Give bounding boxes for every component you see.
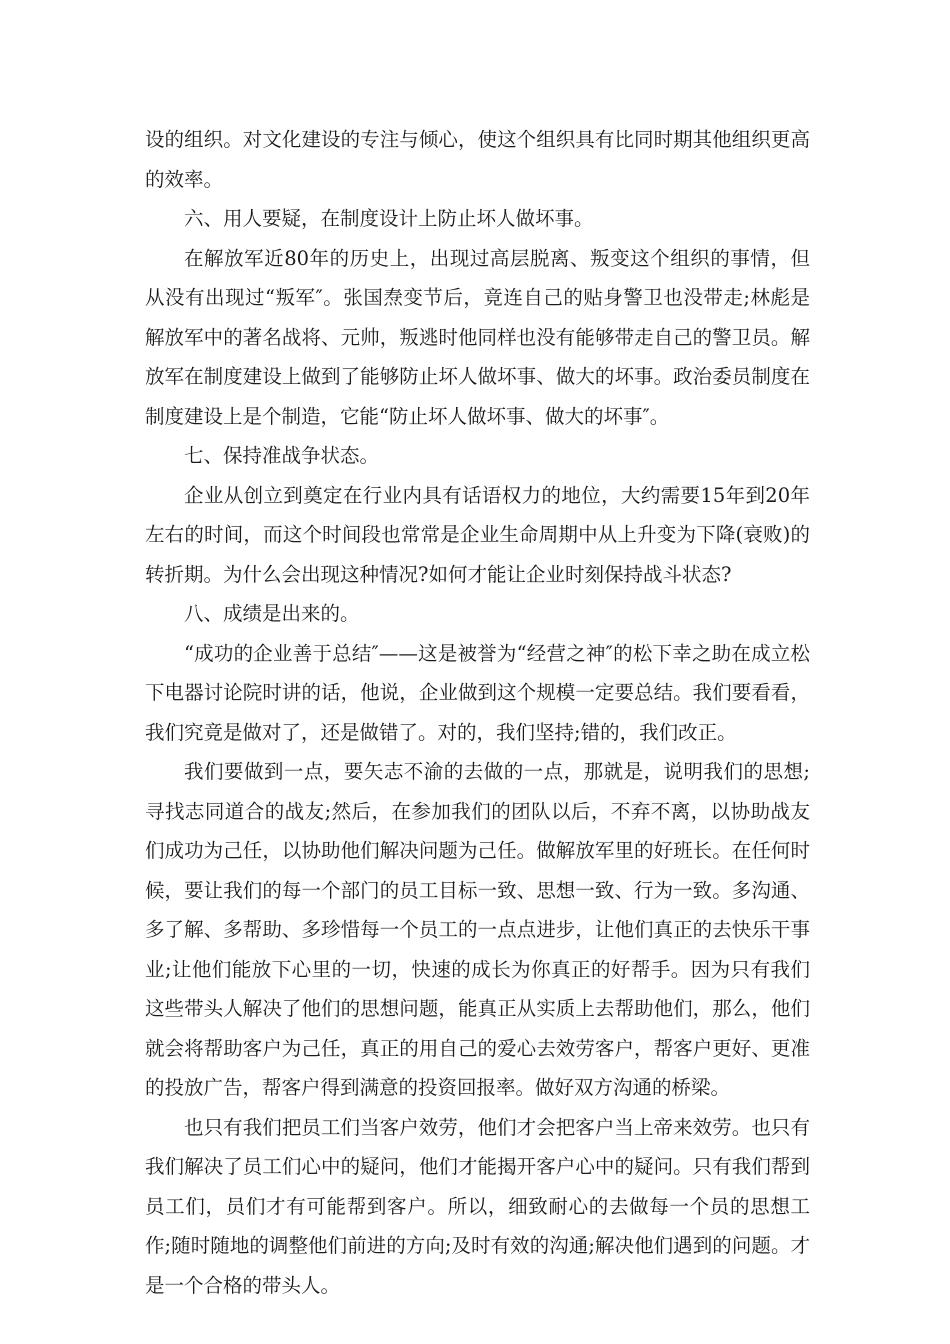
paragraph: 在解放军近80年的历史上，出现过高层脱离、叛变这个组织的事情，但从没有出现过“叛军″。张国焘变节后，竟连自己的贴身警卫也没带走;林彪是解放军中的著名战将、元帅，叛逃时他同样也没有能够带走自己的警卫员。解放军在制度建设上做到了能够防止坏人做坏事、做大的坏事。政治委员制度在制度建设上是个制造，它能“防止坏人做坏事、做大的坏事″。 <box>145 246 810 428</box>
section-heading: 七、保持准战争状态。 <box>184 444 380 467</box>
paragraph: “成功的企业善于总结″——这是被誉为“经营之神″的松下幸之助在成立松下电器讨论院时讲的话，他说，企业做到这个规模一定要总结。我们要看看，我们究竟是做对了，还是做错了。对的，我们坚持;错的，我们改正。 <box>145 641 810 744</box>
paragraph: 企业从创立到奠定在行业内具有话语权力的地位，大约需要15年到20年左右的时间，而这个时间段也常常是企业生命周期中从上升变为下降(衰败)的转折期。为什么会出现这种情况?如何才能让企业时刻保持战斗状态? <box>145 483 810 586</box>
paragraph: 也只有我们把员工们当客户效劳，他们才会把客户当上帝来效劳。也只有我们解决了员工们心中的疑问，他们才能揭开客户心中的疑问。只有我们帮到员工们，员们才有可能帮到客户。所以，细致耐心的去做每一个员的思想工作;随时随地的调整他们前进的方向;及时有效的沟通;解决他们遇到的问题。才是一个合格的带头人。 <box>145 1115 810 1297</box>
section-heading: 八、成绩是出来的。 <box>184 602 360 625</box>
paragraph: 设的组织。对文化建设的专注与倾心，使这个组织具有比同时期其他组织更高的效率。 <box>145 128 810 191</box>
paragraph: 我们要做到一点，要矢志不渝的去做的一点，那就是，说明我们的思想;寻找志同道合的战友;然后，在参加我们的团队以后，不弃不离，以协助战友们成功为己任，以协助他们解决问题为己任。做解放军里的好班长。在任何时候，要让我们的每一个部门的员工目标一致、思想一致、行为一致。多沟通、多了解、多帮助、多珍惜每一个员工的一点点进步，让他们真正的去快乐干事业;让他们能放下心里的一切，快速的成长为你真正的好帮手。因为只有我们这些带头人解决了他们的思想问题，能真正从实质上去帮助他们，那么，他们就会将帮助客户为己任，真正的用自己的爱心去效劳客户，帮客户更好、更准的投放广告，帮客户得到满意的投资回报率。做好双方沟通的桥梁。 <box>145 760 810 1099</box>
section-heading: 六、用人要疑，在制度设计上防止坏人做坏事。 <box>184 207 594 230</box>
document-body <box>145 120 810 1305</box>
